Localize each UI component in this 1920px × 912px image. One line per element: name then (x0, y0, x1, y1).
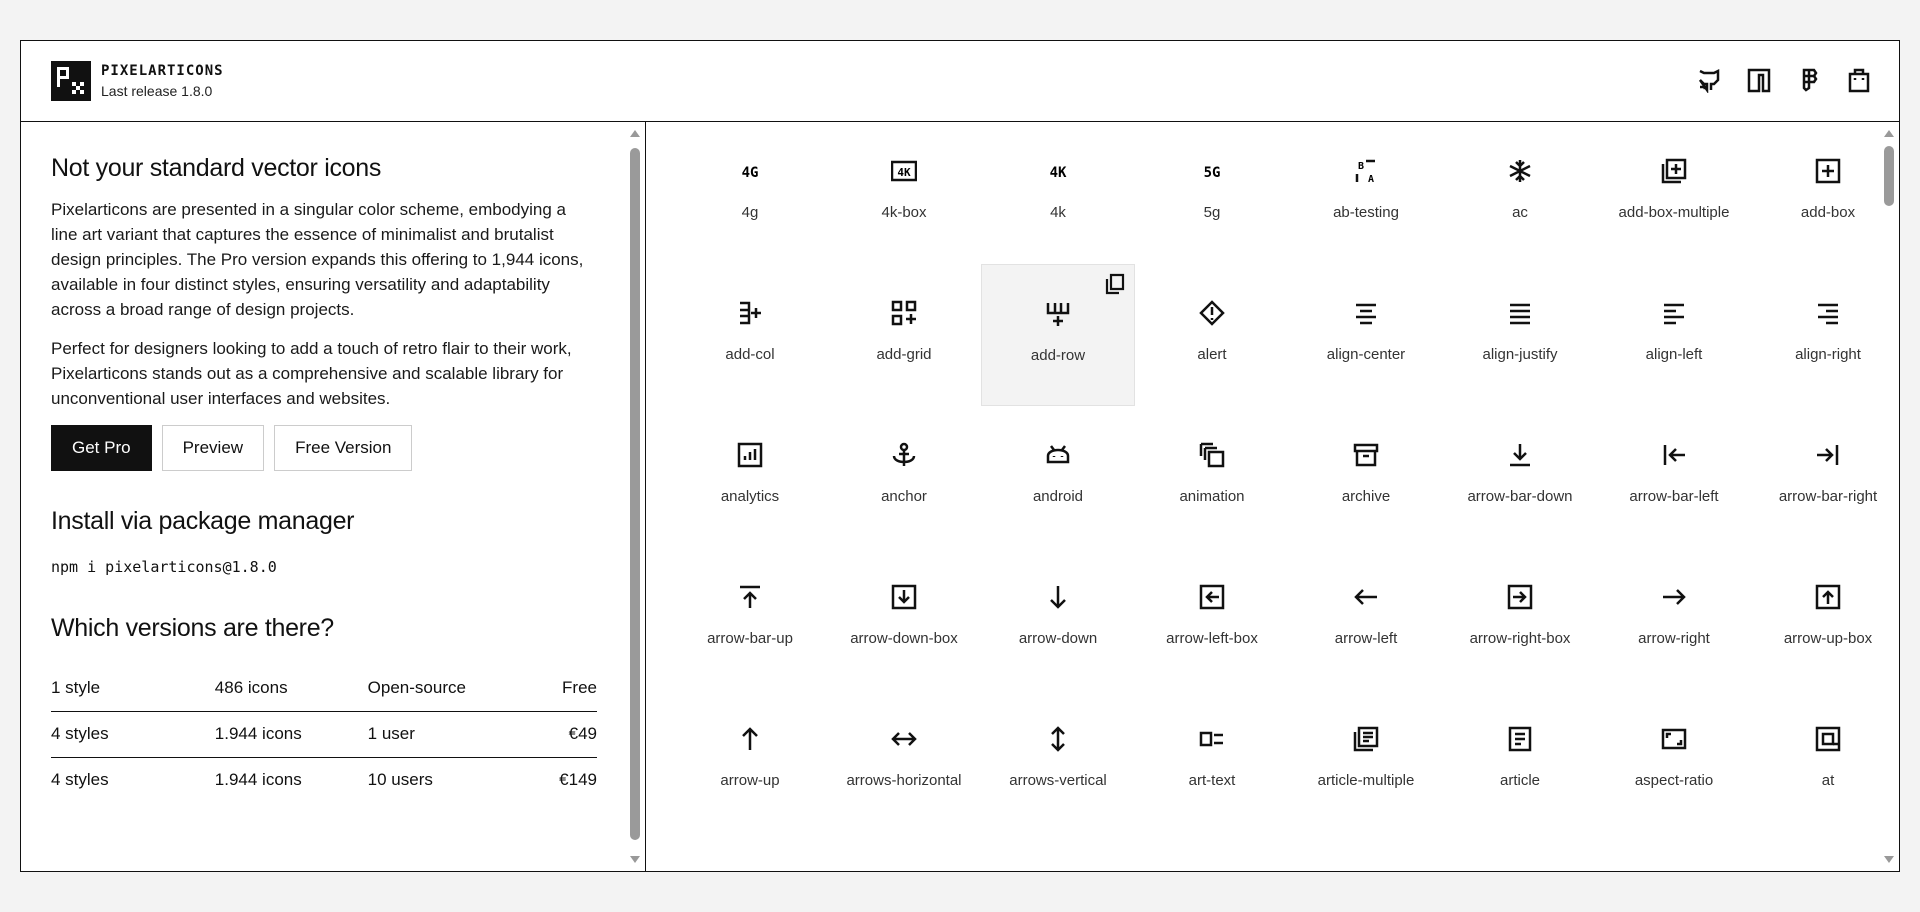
scroll-down-arrow[interactable] (1884, 856, 1894, 863)
analytics-icon (737, 442, 763, 468)
arrows-vertical-icon (1045, 726, 1071, 752)
icon-tile-anchor[interactable] (827, 406, 981, 548)
scroll-up-arrow[interactable] (630, 130, 640, 137)
aspect-ratio-icon (1661, 726, 1687, 752)
anchor-icon (891, 442, 917, 468)
npm-icon[interactable] (1745, 66, 1773, 94)
icon-label: add-box-multiple (1618, 204, 1730, 221)
icon-label: arrow-bar-right (1778, 488, 1878, 505)
free-version-button[interactable]: Free Version (274, 425, 412, 471)
icon-label: align-justify (1482, 346, 1558, 363)
icon-label: add-col (725, 346, 775, 363)
icon-tile-4g[interactable] (673, 122, 827, 264)
add-grid-icon (891, 300, 917, 326)
icon-label: 4g (741, 204, 759, 221)
icon-tile-arrow-bar-right[interactable] (1751, 406, 1899, 548)
versions-cell: 4 styles (51, 757, 215, 803)
icon-label: alert (1197, 346, 1227, 363)
intro-title: Not your standard vector icons (51, 154, 382, 182)
icon-tile-arrow-left[interactable] (1289, 548, 1443, 690)
icon-label: add-row (1030, 347, 1086, 364)
icon-label: arrow-up-box (1783, 630, 1873, 647)
add-box-icon (1815, 158, 1841, 184)
icon-label: arrow-bar-down (1467, 488, 1573, 505)
icon-tile-arrow-left-box[interactable] (1135, 548, 1289, 690)
align-justify-icon (1507, 300, 1533, 326)
align-center-icon (1353, 300, 1379, 326)
align-right-icon (1815, 300, 1841, 326)
art-text-icon (1199, 726, 1225, 752)
icon-tile-add-row[interactable] (981, 264, 1135, 406)
article-icon (1507, 726, 1533, 752)
icon-label: align-left (1645, 346, 1703, 363)
install-title: Install via package manager (51, 507, 355, 535)
icon-label: article (1499, 772, 1540, 789)
icon-tile-arrow-right-box[interactable] (1443, 548, 1597, 690)
versions-cell: 10 users (368, 757, 521, 803)
icon-label: arrow-bar-left (1629, 488, 1719, 505)
versions-cell: €49 (521, 711, 597, 757)
icon-label: align-center (1326, 346, 1406, 363)
icon-tile-archive[interactable] (1289, 406, 1443, 548)
4k-box-icon (891, 158, 917, 184)
icon-tile-arrow-bar-left[interactable] (1597, 406, 1751, 548)
icon-label: 4k-box (881, 204, 927, 221)
intro-paragraph-1: Pixelarticons are presented in a singular color scheme, embodying a line art variant that captures the essence of minimalist and brutalist design principles. The Pro version expands this offering to 1,944 icons, available in four distinct styles, ensuring versatility and adaptability across a broad range of design projects. (51, 200, 584, 319)
4g-icon (737, 158, 763, 184)
copy-icon[interactable] (1104, 273, 1126, 295)
align-left-icon (1661, 300, 1687, 326)
icon-label: aspect-ratio (1634, 772, 1714, 789)
cta-buttons (51, 425, 597, 471)
icon-label: arrow-left (1334, 630, 1398, 647)
get-pro-button[interactable]: Get Pro (51, 425, 152, 471)
article-multiple-icon (1353, 726, 1379, 752)
versions-cell: 4 styles (51, 711, 215, 757)
github-icon[interactable] (1695, 66, 1723, 94)
arrow-left-icon (1353, 584, 1379, 610)
icon-tile-align-right[interactable] (1751, 264, 1899, 406)
archive-icon (1353, 442, 1379, 468)
add-box-multiple-icon (1661, 158, 1687, 184)
icon-tile-arrow-right[interactable] (1597, 548, 1751, 690)
ac-icon (1507, 158, 1533, 184)
icon-tile-android[interactable] (981, 406, 1135, 548)
versions-title: Which versions are there? (51, 614, 334, 642)
icon-label: arrow-down-box (850, 630, 958, 647)
icon-label: arrow-right-box (1469, 630, 1571, 647)
icon-tile-ab-testing[interactable] (1289, 122, 1443, 264)
icon-tile-arrow-bar-up[interactable] (673, 548, 827, 690)
icon-tile-arrow-bar-down[interactable] (1443, 406, 1597, 548)
scroll-down-arrow[interactable] (630, 856, 640, 863)
arrow-bar-down-icon (1507, 442, 1533, 468)
icon-tile-align-justify[interactable] (1443, 264, 1597, 406)
icon-tile-4k[interactable] (981, 122, 1135, 264)
icon-tile-art-text[interactable] (1135, 690, 1289, 832)
pixelarticons-logo[interactable] (51, 61, 91, 101)
arrows-horizontal-icon (891, 726, 917, 752)
versions-cell: Open-source (367, 677, 466, 697)
icon-tile-arrows-horizontal[interactable] (827, 690, 981, 832)
icon-label: animation (1179, 488, 1245, 505)
icon-tile-add-box[interactable] (1751, 122, 1899, 264)
arrow-down-box-icon (891, 584, 917, 610)
versions-cell: €149 (521, 757, 597, 803)
android-icon (1045, 442, 1071, 468)
icon-tile-article[interactable] (1443, 690, 1597, 832)
icon-tile-article-multiple[interactable] (1289, 690, 1443, 832)
versions-row (51, 665, 597, 711)
icon-label: arrows-horizontal (846, 772, 962, 789)
icon-label: android (1032, 488, 1084, 505)
icon-tile-aspect-ratio[interactable] (1597, 690, 1751, 832)
svg-text:4K: 4K (1049, 165, 1067, 181)
versions-row (51, 757, 597, 803)
icon-label: arrow-bar-up (707, 630, 793, 647)
info-panel (21, 122, 646, 871)
arrow-down-icon (1045, 584, 1071, 610)
svg-text:4G: 4G (741, 165, 759, 181)
brand-name: PIXELARTICONS (101, 63, 224, 79)
icon-label: at (1821, 772, 1835, 789)
versions-row (51, 711, 597, 757)
preview-button[interactable]: Preview (162, 425, 264, 471)
icon-label: arrow-left-box (1166, 630, 1258, 647)
scrollbar-thumb[interactable] (630, 148, 640, 840)
icon-tile-align-center[interactable] (1289, 264, 1443, 406)
versions-cell: 486 icons (214, 677, 288, 697)
icon-label: add-grid (876, 346, 932, 363)
arrow-bar-right-icon (1815, 442, 1841, 468)
icon-tile-ac[interactable] (1443, 122, 1597, 264)
versions-cell: 1 style (51, 677, 101, 697)
icon-tile-5g[interactable] (1135, 122, 1289, 264)
icon-label: align-right (1795, 346, 1861, 363)
icon-tile-add-col[interactable] (673, 264, 827, 406)
arrow-left-box-icon (1199, 584, 1225, 610)
info-panel-scrollbar[interactable] (628, 124, 642, 869)
icon-label: 4k (1050, 204, 1066, 221)
4k-icon (1045, 158, 1071, 184)
versions-cell: 1 user (368, 711, 521, 757)
icon-tile-arrow-up-box[interactable] (1751, 548, 1899, 690)
svg-text:A: A (1367, 174, 1375, 184)
icon-label: 5g (1203, 204, 1221, 221)
icon-label: archive (1341, 488, 1391, 505)
icon-tile-align-left[interactable] (1597, 264, 1751, 406)
arrow-right-icon (1661, 584, 1687, 610)
icon-label: arrow-right (1638, 630, 1710, 647)
5g-icon (1199, 158, 1225, 184)
versions-cell: 1.944 icons (215, 711, 368, 757)
icon-tile-animation[interactable] (1135, 406, 1289, 548)
figma-icon[interactable] (1795, 66, 1823, 94)
scroll-up-arrow[interactable] (1884, 130, 1894, 137)
header (21, 41, 1899, 122)
svg-text:4K: 4K (897, 166, 911, 179)
intro-paragraph-2: Perfect for designers looking to add a touch of retro flair to their work, Pixelarticons stands out as a comprehensive and scalable library for unconventional user interfaces and websites. (51, 339, 572, 408)
add-col-icon (737, 300, 763, 326)
add-row-icon (1045, 301, 1071, 327)
animation-icon (1199, 442, 1225, 468)
alert-icon (1199, 300, 1225, 326)
icon-tile-arrows-vertical[interactable] (981, 690, 1135, 832)
arrow-up-icon (737, 726, 763, 752)
app-frame (20, 40, 1900, 872)
icon-tile-arrow-up[interactable] (673, 690, 827, 832)
icon-grid-scrollbar[interactable] (1882, 124, 1896, 869)
icon-label: ac (1512, 204, 1528, 221)
icon-label: ab-testing (1333, 204, 1399, 221)
svg-text:5G: 5G (1203, 165, 1221, 181)
icon-label: arrows-vertical (1009, 772, 1107, 789)
svg-text:B: B (1357, 161, 1365, 172)
release-version: Last release 1.8.0 (101, 83, 213, 99)
at-icon (1815, 726, 1841, 752)
icon-label: arrow-up (720, 772, 780, 789)
icon-tile-alert[interactable] (1135, 264, 1289, 406)
icon-tile-4k-box[interactable] (827, 122, 981, 264)
versions-cell: 1.944 icons (215, 757, 368, 803)
icon-tile-arrow-down-box[interactable] (827, 548, 981, 690)
scrollbar-thumb[interactable] (1884, 146, 1894, 206)
icon-tile-at[interactable] (1751, 690, 1899, 832)
brand (101, 63, 224, 99)
icon-label: arrow-down (1018, 630, 1098, 647)
icon-tile-add-grid[interactable] (827, 264, 981, 406)
icon-tile-add-box-multiple[interactable] (1597, 122, 1751, 264)
arrow-bar-up-icon (737, 584, 763, 610)
icon-grid-panel (648, 122, 1899, 871)
icon-label: analytics (720, 488, 780, 505)
arrow-up-box-icon (1815, 584, 1841, 610)
versions-table (51, 665, 597, 803)
icon-label: art-text (1188, 772, 1236, 789)
npm-command: npm i pixelarticons@1.8.0 (51, 558, 277, 576)
icon-label: anchor (881, 488, 927, 505)
icon-tile-analytics[interactable] (673, 406, 827, 548)
arrow-bar-left-icon (1661, 442, 1687, 468)
shopping-bag-icon[interactable] (1845, 66, 1873, 94)
header-icons (1695, 66, 1873, 94)
icon-tile-arrow-down[interactable] (981, 548, 1135, 690)
icon-label: article-multiple (1317, 772, 1415, 789)
ab-testing-icon (1353, 158, 1379, 184)
icon-label: add-box (1800, 204, 1856, 221)
versions-cell: Free (562, 677, 597, 697)
arrow-right-box-icon (1507, 584, 1533, 610)
